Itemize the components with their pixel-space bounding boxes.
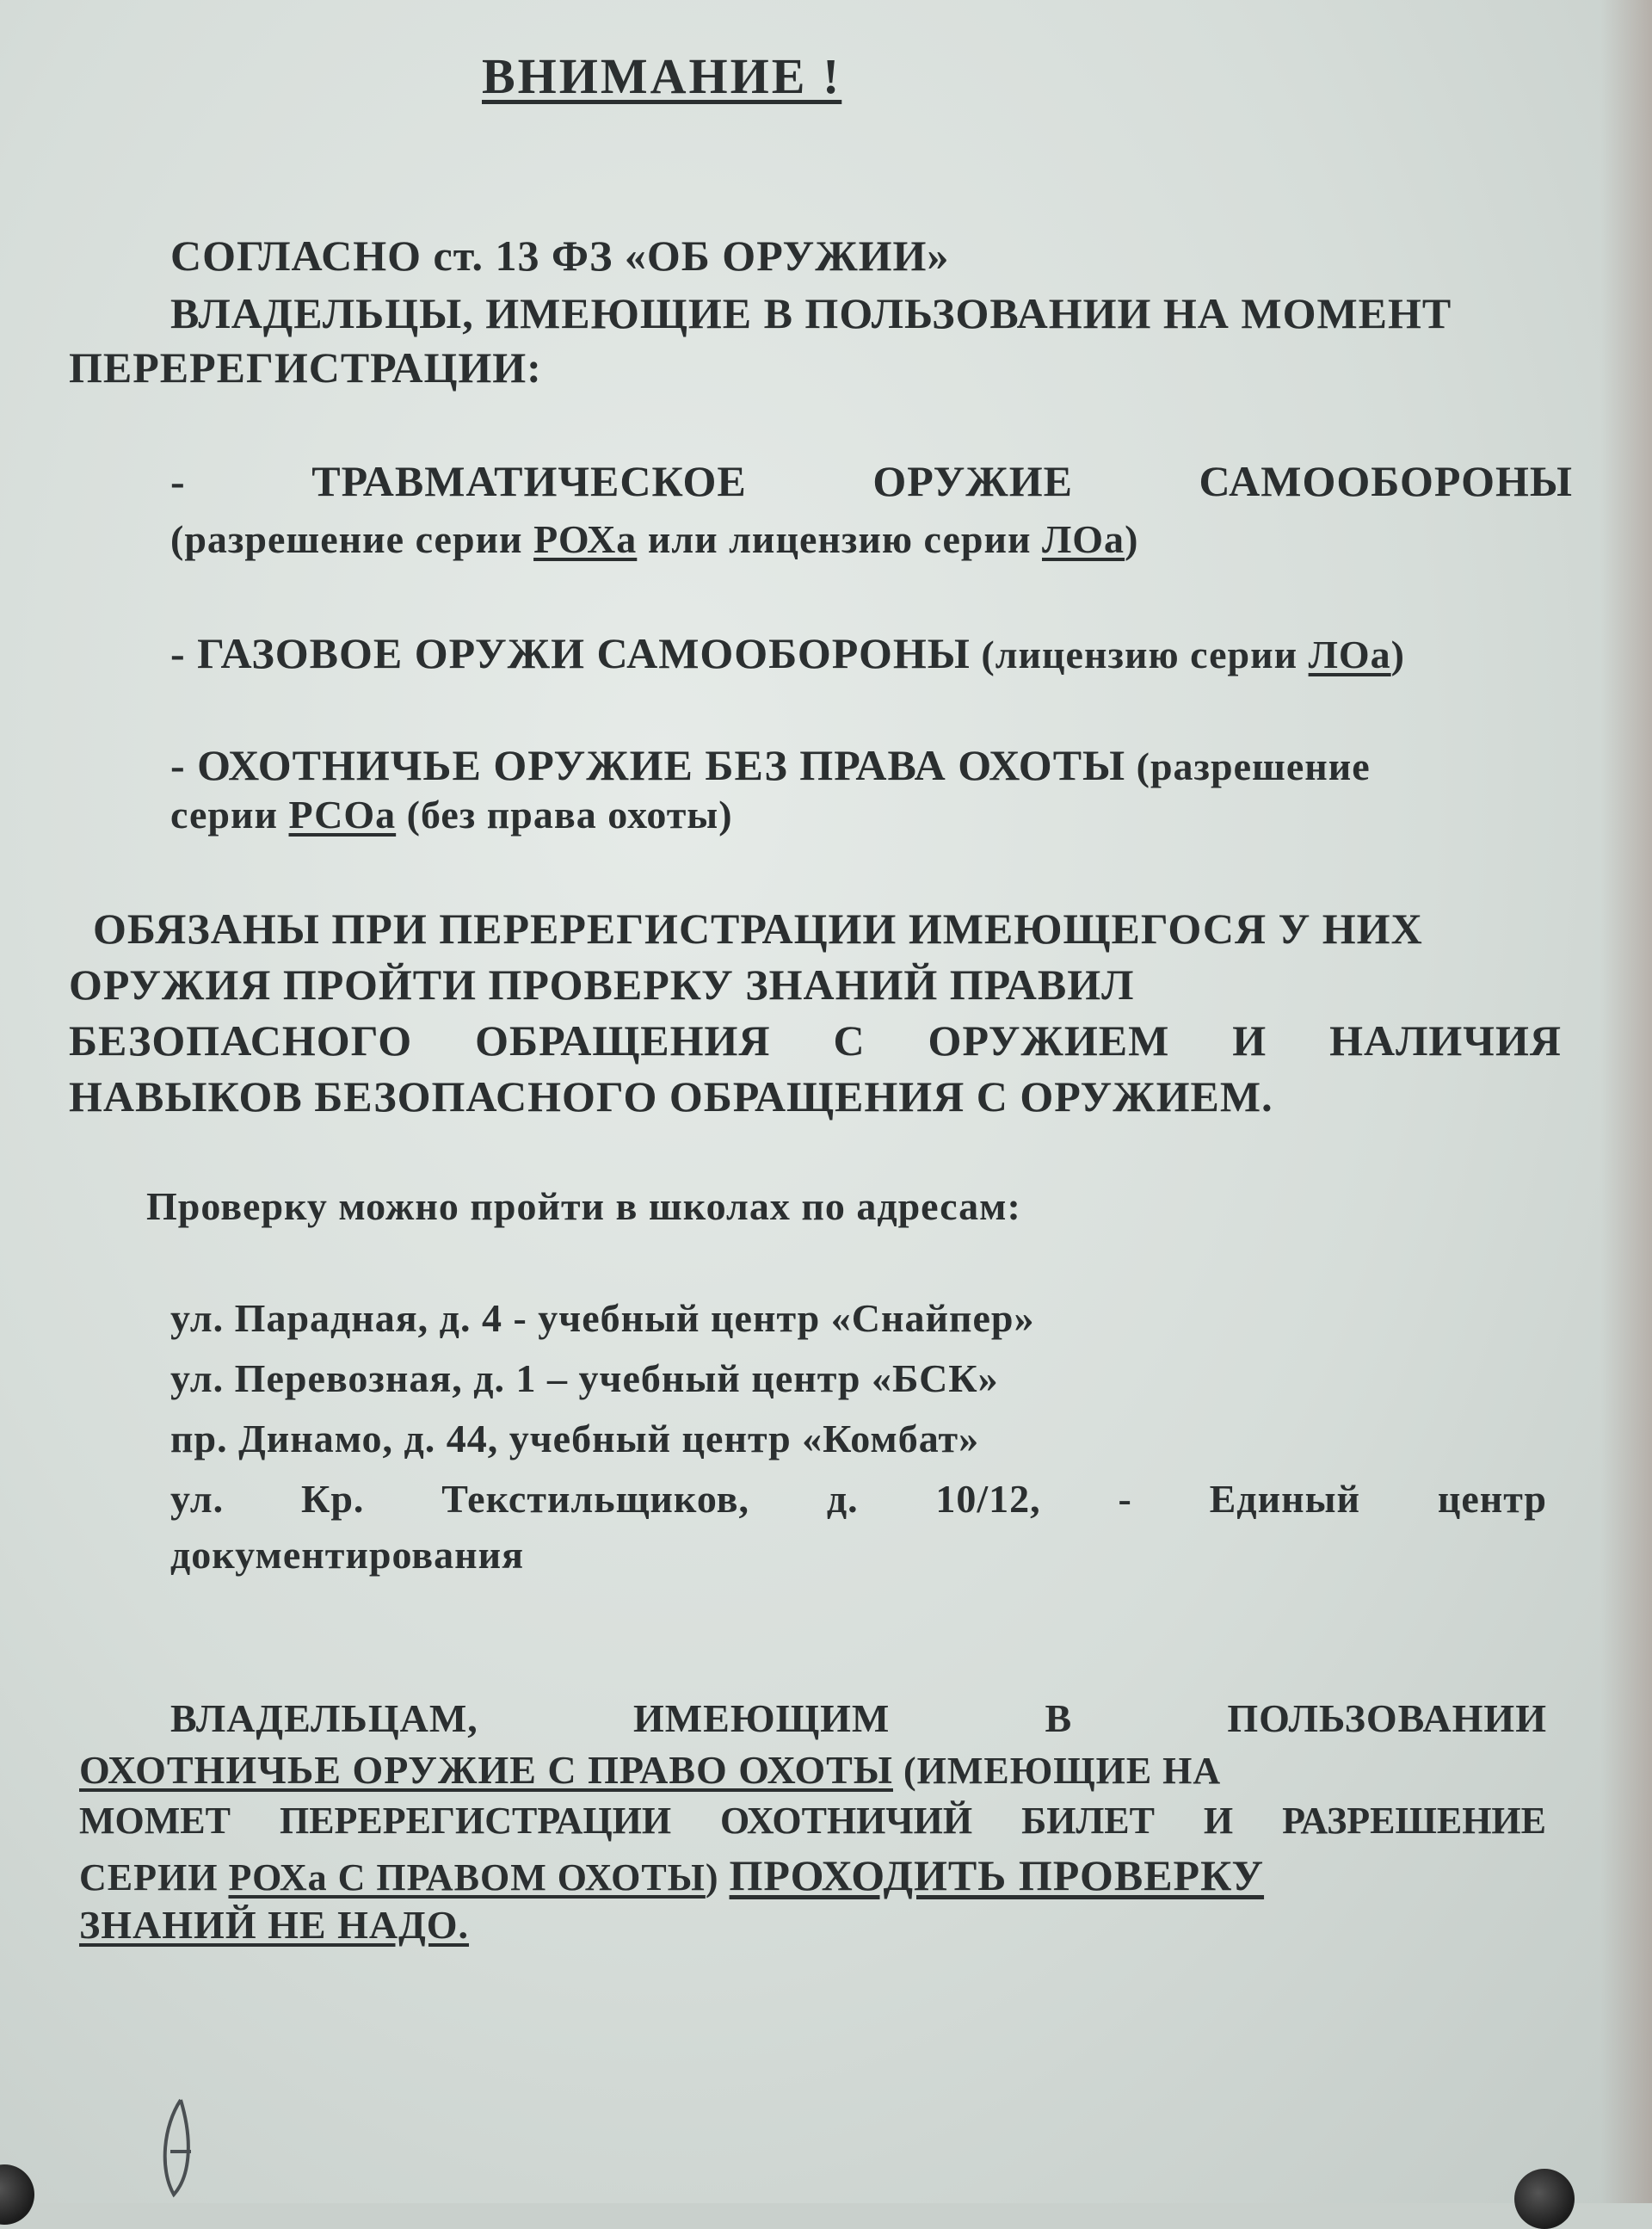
exemption-line-3: МОМЕТ ПЕРЕРЕГИСТРАЦИИ ОХОТНИЧИЙ БИЛЕТ И РАЗРЕШЕНИЕ <box>79 1800 1546 1842</box>
handwritten-signature <box>155 2091 206 2223</box>
series-rsoa: РСОа <box>288 793 397 837</box>
obligation-line-4: НАВЫКОВ БЕЗОПАСНОГО ОБРАЩЕНИЯ С ОРУЖИЕМ. <box>69 1072 1273 1121</box>
address-line: ул. Парадная, д. 4 - учебный центр «Снайпер» <box>170 1296 1035 1340</box>
address-line: пр. Динамо, д. 44, учебный центр «Комбат» <box>170 1417 980 1460</box>
obligation-line-3: БЕЗОПАСНОГО ОБРАЩЕНИЯ С ОРУЖИЕМ И НАЛИЧИЯ <box>69 1016 1562 1065</box>
exemption-line-5: ЗНАНИЙ НЕ НАДО. <box>79 1903 470 1947</box>
exemption-line-2: ОХОТНИЧЬЕ ОРУЖИЕ С ПРАВО ОХОТЫ (ИМЕЮЩИЕ НА <box>79 1748 1222 1792</box>
intro-line-1: СОГЛАСНО ст. 13 ФЗ «ОБ ОРУЖИИ» <box>170 232 950 280</box>
address-line: документирования <box>170 1533 525 1577</box>
exemption-line-1: ВЛАДЕЛЬЦАМ, ИМЕЮЩИМ В ПОЛЬЗОВАНИИ <box>170 1696 1547 1740</box>
obligation-line-2: ОРУЖИЯ ПРОЙТИ ПРОВЕРКУ ЗНАНИЙ ПРАВИЛ <box>69 960 1135 1009</box>
item-1-details: (разрешение серии РОХа или лицензию серии ЛОа) <box>170 517 1139 561</box>
notice-title: ВНИМАНИЕ ! <box>482 48 842 104</box>
intro-line-2: ВЛАДЕЛЬЦЫ, ИМЕЮЩИЕ В ПОЛЬЗОВАНИИ НА МОМЕНТ <box>170 289 1452 337</box>
item-3-line-1: - ОХОТНИЧЬЕ ОРУЖИЕ БЕЗ ПРАВА ОХОТЫ (разрешение <box>170 741 1371 789</box>
series-loa: ЛОа <box>1042 517 1125 561</box>
item-3-line-2: серии РСОа (без права охоты) <box>170 793 733 837</box>
address-line: ул. Перевозная, д. 1 – учебный центр «БСК» <box>170 1356 999 1400</box>
item-1-heading: - ТРАВМАТИЧЕСКОЕ ОРУЖИЕ САМООБОРОНЫ <box>170 457 1573 505</box>
series-rokha: РОХа <box>533 517 638 561</box>
pushpin <box>1514 2169 1575 2229</box>
series-loa-2: ЛОа <box>1308 633 1391 676</box>
address-line: ул. Кр. Текстильщиков, д. 10/12, - Единый центр <box>170 1477 1547 1521</box>
intro-line-3: ПЕРЕРЕГИСТРАЦИИ: <box>69 343 542 392</box>
item-2: - ГАЗОВОЕ ОРУЖИ САМООБОРОНЫ (лицензию серии ЛОа) <box>170 629 1405 677</box>
exemption-line-4: СЕРИИ РОХа С ПРАВОМ ОХОТЫ) ПРОХОДИТЬ ПРОВЕРКУ <box>79 1851 1265 1899</box>
check-intro: Проверку можно пройти в школах по адресам: <box>146 1184 1021 1228</box>
obligation-line-1: ОБЯЗАНЫ ПРИ ПЕРЕРЕГИСТРАЦИИ ИМЕЮЩЕГОСЯ У НИХ <box>93 905 1423 953</box>
